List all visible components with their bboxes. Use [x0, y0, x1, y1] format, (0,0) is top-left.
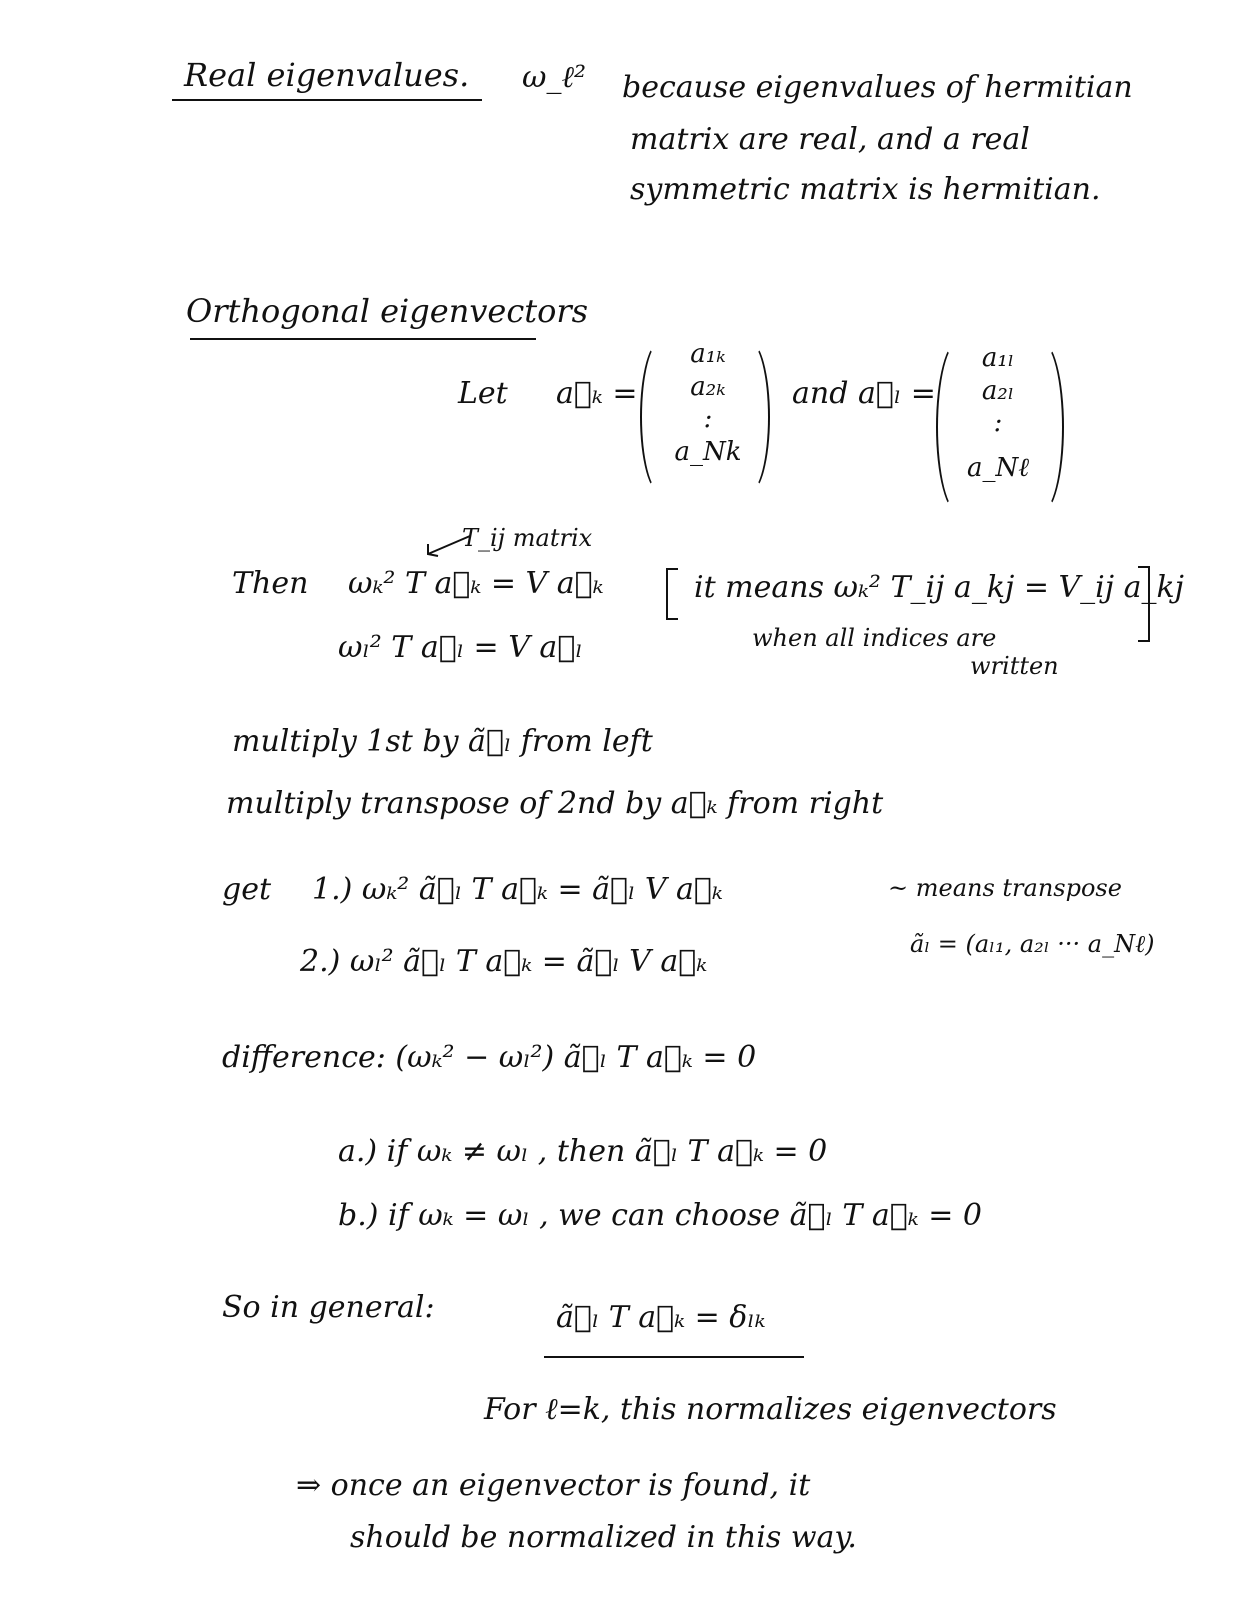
heading-real-eigenvalues: Real eigenvalues. [184, 56, 470, 94]
omega-l-squared: ω_ℓ² [522, 60, 586, 95]
tilde-definition: ãₗ = (aₗ₁, a₂ₗ ··· a_Nℓ) [910, 930, 1155, 958]
multiply-line-2: multiply transpose of 2nd by a⃗ₖ from right [226, 786, 884, 821]
bracket-note-line-2: when all indices are [752, 624, 997, 652]
multiply-line-1: multiply 1st by ã⃗ₗ from left [232, 724, 653, 759]
matrix-right-paren [728, 340, 770, 494]
bracket-left [666, 568, 678, 620]
entry: a_Nℓ [966, 452, 1030, 483]
bracket-note-line-3: written [970, 652, 1059, 680]
in-general-label: So in general: [222, 1290, 435, 1325]
heading-underline [190, 338, 536, 340]
get-equation-2: 2.) ωₗ² ã⃗ₗ T a⃗ₖ = ã⃗ₗ V a⃗ₖ [300, 944, 708, 979]
get-label: get [222, 872, 272, 907]
heading-underline [172, 99, 482, 101]
tilde-note: ~ means transpose [888, 874, 1122, 902]
entry: : [993, 408, 1003, 438]
let-label: Let [458, 376, 508, 411]
vector-a-l-label: a⃗ₗ = [858, 376, 936, 411]
reason-line-1: because eigenvalues of hermitian [622, 70, 1133, 105]
reason-line-3: symmetric matrix is hermitian. [630, 172, 1101, 207]
equation-2: ωₗ² T a⃗ₗ = V a⃗ₗ [338, 630, 583, 665]
entry: a_Nk [674, 436, 742, 467]
get-equation-1: 1.) ωₖ² ã⃗ₗ T a⃗ₖ = ã⃗ₗ V a⃗ₖ [312, 872, 723, 907]
difference-equation: difference: (ωₖ² − ωₗ²) ã⃗ₗ T a⃗ₖ = 0 [222, 1040, 757, 1075]
heading-orthogonal-eigenvectors: Orthogonal eigenvectors [186, 292, 589, 330]
entry: a₁ₖ [690, 339, 726, 369]
general-equation-underline [544, 1356, 804, 1358]
and-label: and [792, 376, 849, 411]
case-a: a.) if ωₖ ≠ ωₗ , then ã⃗ₗ T a⃗ₖ = 0 [338, 1134, 828, 1169]
general-equation: ã⃗ₗ T a⃗ₖ = δₗₖ [556, 1300, 766, 1335]
entry: a₂ₖ [690, 371, 726, 402]
reason-line-2: matrix are real, and a real [630, 122, 1030, 157]
entry: a₂ₗ [981, 375, 1015, 406]
tij-matrix-note: T_ij matrix [462, 524, 593, 552]
bracket-note-line-1: it means ωₖ² T_ij a_kj = V_ij a_kj [694, 570, 1184, 605]
bracket-right [1138, 566, 1150, 642]
entry: : [703, 404, 713, 434]
conclusion-line-1: ⇒ once an eigenvector is found, it [296, 1468, 811, 1503]
case-b: b.) if ωₖ = ωₗ , we can choose ã⃗ₗ T a⃗ₖ = 0 [338, 1198, 983, 1233]
then-label: Then [232, 566, 309, 601]
equation-1: ωₖ² T a⃗ₖ = V a⃗ₖ [348, 566, 604, 601]
vector-a-k-label: a⃗ₖ = [556, 376, 638, 411]
conclusion-line-2: should be normalized in this way. [350, 1520, 857, 1555]
entry: a₁ₗ [981, 343, 1015, 373]
matrix-right-paren [1018, 340, 1064, 514]
normalize-note: For ℓ=k, this normalizes eigenvectors [484, 1392, 1057, 1427]
